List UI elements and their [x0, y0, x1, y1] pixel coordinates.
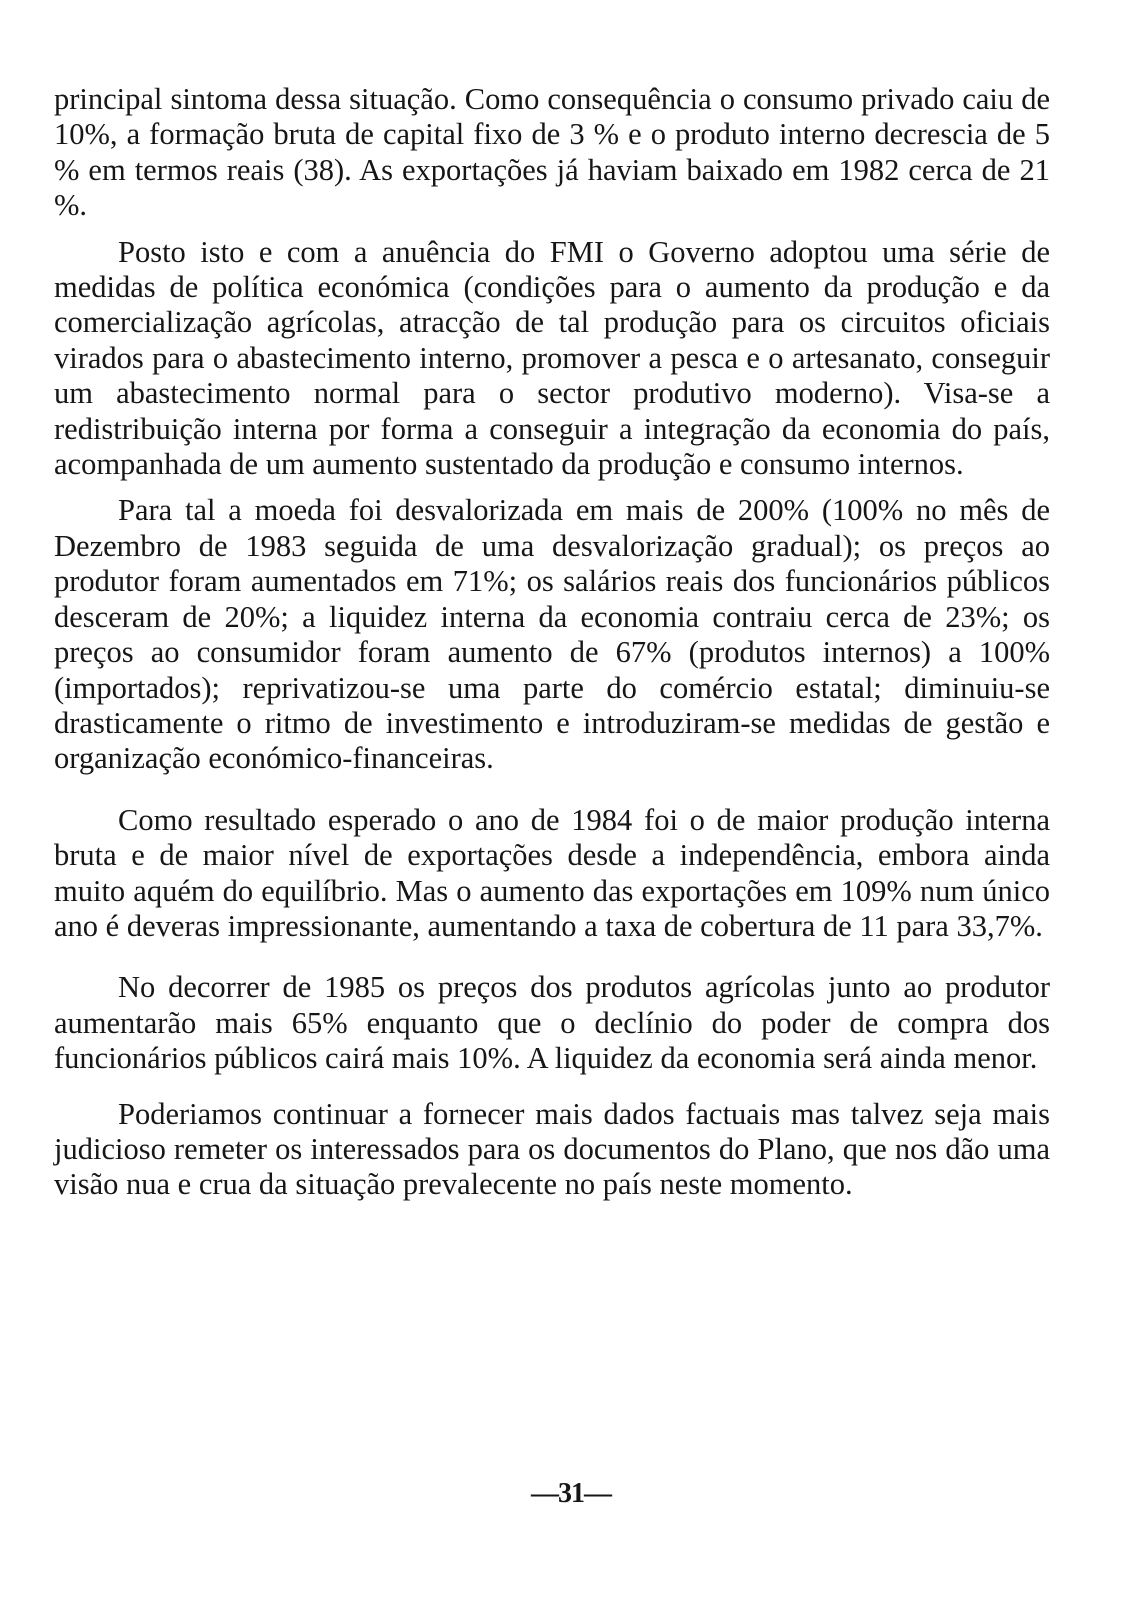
paragraph-results-1984: Como resultado esperado o ano de 1984 foi o de maior produção interna bruta e de maior nível de exportações desde a independência, embora ainda muito aquém do equilíbrio. Mas o aumento das exportações em 109% num único ano é deveras impressionante, aumentando a taxa de cobertura de 11 para 33,7%. — [54, 802, 1050, 943]
paragraph-continuation: principal sintoma dessa situação. Como consequência o consumo privado caiu de 10%, a formação bruta de capital fixo de 3 % e o produto interno decrescia de 5 % em termos reais (38). As exportações já haviam baixado em 1982 cerca de 21 %. — [54, 82, 1050, 223]
paragraph-fmi-measures: Posto isto e com a anuência do FMI o Governo adoptou uma série de medidas de política económica (condições para o aumento da produção e da comercialização agrícolas, atracção de tal produção para os circuitos oficiais virados para o abastecimento interno, promover a pesca e o artesanato, conseguir um abastecimento normal para o sector produtivo moderno). Visa-se a redistribuição interna por forma a conseguir a integração da economia do país, acompanhada de um aumento sustentado da produção e consumo internos. — [54, 234, 1050, 482]
body-text — [54, 82, 1050, 1214]
paragraph-conclusion: Poderiamos continuar a fornecer mais dados factuais mas talvez seja mais judicioso remeter os interessados para os documentos do Plano, que nos dão uma visão nua e crua da situação prevalecente no país neste momento. — [54, 1096, 1050, 1202]
paragraph-forecast-1985: No decorrer de 1985 os preços dos produtos agrícolas junto ao produtor aumentarão mais 65% enquanto que o declínio do poder de compra dos funcionários públicos cairá mais 10%. A liquidez da economia será ainda menor. — [54, 970, 1050, 1076]
paragraph-devaluation: Para tal a moeda foi desvalorizada em mais de 200% (100% no mês de Dezembro de 1983 seguida de uma desvalorização gradual); os preços ao produtor foram aumentados em 71%; os salários reais dos funcionários públicos desceram de 20%; a liquidez interna da economia contraiu cerca de 23%; os preços ao consumidor foram aumento de 67% (produtos internos) a 100% (importados); reprivatizou-se uma parte do comércio estatal; diminuiu-se drasticamente o ritmo de investimento e introduziram-se medidas de gestão e organização económico-financeiras. — [54, 493, 1050, 776]
page-number: —31— — [531, 1478, 611, 1509]
